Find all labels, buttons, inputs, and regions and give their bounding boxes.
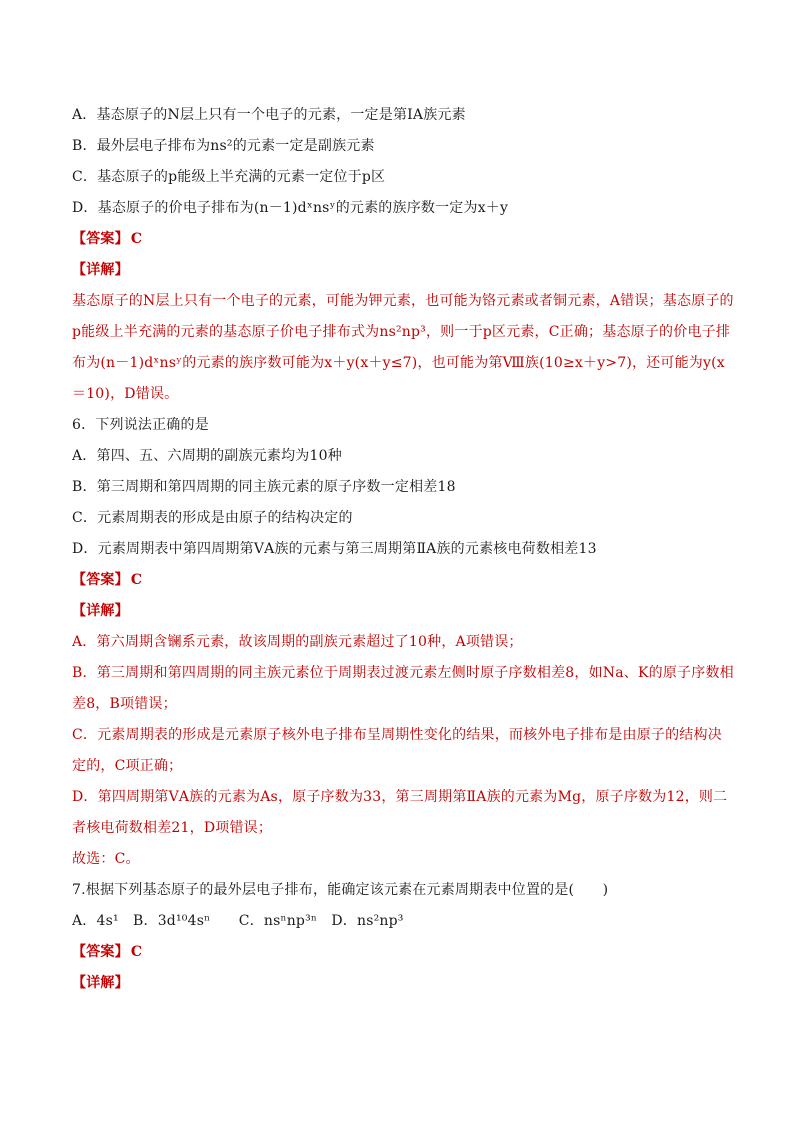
q5-answer-value: C (130, 231, 143, 247)
q6-detail-tag: 【详解】 (72, 603, 129, 619)
q7-detail-tag: 【详解】 (72, 975, 129, 991)
q6-detail-a: A．第六周期含镧系元素，故该周期的副族元素超过了10种，A项错误； (72, 634, 523, 650)
q5-detail-line (72, 255, 734, 286)
q6-detail-d: D．第四周期第ⅤA族的元素为As，原子序数为33，第三周期第ⅡA族的元素为Mg，原子序数为12，则二者核电荷数相差21，D项错误； (72, 789, 728, 836)
q7-detail-line (72, 968, 734, 999)
q5-detail-tag: 【详解】 (72, 262, 129, 278)
q6-option-d: D．元素周期表中第四周期第ⅤA族的元素与第三周期第ⅡA族的元素核电荷数相差13 (72, 541, 597, 557)
q5-option-d: D．基态原子的价电子排布为(n－1)dˣnsʸ的元素的族序数一定为x＋y (72, 200, 509, 216)
q6-detail-line (72, 596, 734, 627)
q7-answer-tag: 【答案】 (72, 944, 129, 960)
q6-option-a: A．第四、五、六周期的副族元素均为10种 (72, 448, 342, 464)
q5-detail-text: 基态原子的N层上只有一个电子的元素，可能为钾元素，也可能为铬元素或者铜元素，A错误；基态原子的p能级上半充满的元素的基态原子价电子排布式为ns²np³，则一于p区元素，C正确；基态原子的价电子排布为(n－1)dˣnsʸ的元素的族序数可能为x＋y(x＋y≤7)，也可能为第Ⅷ族(10≥x＋y>7)，还可能为y(x＝10)，D错误。 (72, 293, 734, 402)
q6-stem: 6．下列说法正确的是 (72, 417, 209, 433)
q6-answer-line (72, 565, 734, 596)
q7-stem: 7.根据下列基态原子的最外层电子排布，能确定该元素在元素周期表中位置的是( ) (72, 882, 609, 898)
q7-answer-value: C (130, 944, 143, 960)
q6-answer-tag: 【答案】 (72, 572, 129, 588)
q5-option-c: C．基态原子的p能级上半充满的元素一定位于p区 (72, 169, 386, 185)
q6-detail-b: B．第三周期和第四周期的同主族元素位于周期表过渡元素左侧时原子序数相差8，如Na、K的原子序数相差8，B项错误； (72, 665, 734, 712)
q7-options: A．4s¹ B．3d¹⁰4sⁿ C．nsⁿnp³ⁿ D．ns²np³ (72, 913, 404, 929)
q6-detail-c: C．元素周期表的形成是元素原子核外电子排布呈周期性变化的结果，而核外电子排布是由原子的结构决定的，C项正确； (72, 727, 722, 774)
q5-answer-line (72, 224, 734, 255)
q6-answer-value: C (130, 572, 143, 588)
q6-option-c: C．元素周期表的形成是由原子的结构决定的 (72, 510, 353, 526)
document-page (72, 100, 734, 999)
q7-answer-line (72, 937, 734, 968)
q6-option-b: B．第三周期和第四周期的同主族元素的原子序数一定相差18 (72, 479, 456, 495)
q5-option-a: A．基态原子的N层上只有一个电子的元素，一定是第ⅠA族元素 (72, 107, 466, 123)
q6-conclusion: 故选：C。 (72, 851, 140, 867)
q5-answer-tag: 【答案】 (72, 231, 129, 247)
q5-option-b: B．最外层电子排布为ns²的元素一定是副族元素 (72, 138, 375, 154)
